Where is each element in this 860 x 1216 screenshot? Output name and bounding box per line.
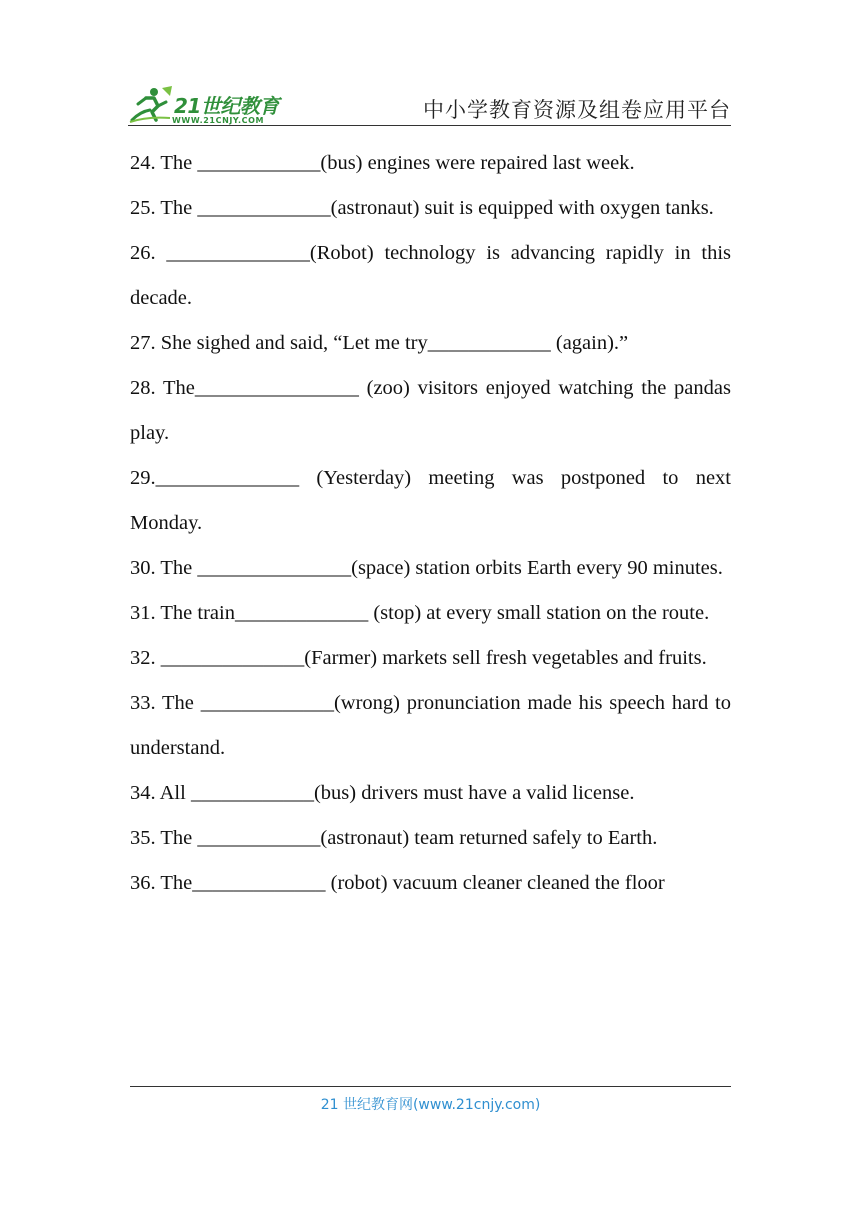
exercise-item-32: 32. ______________(Farmer) markets sell fresh vegetables and fruits. [130, 647, 707, 669]
exercise-item-27: 27. She sighed and said, “Let me try____________ (again).” [130, 332, 629, 354]
exercise-item-31: 31. The train_____________ (stop) at every small station on the route. [130, 602, 710, 624]
exercise-item-35: 35. The ____________(astronaut) team returned safely to Earth. [130, 827, 658, 849]
header-divider [128, 125, 731, 126]
footer-link[interactable]: 21 世纪教育网(www.21cnjy.com) [320, 1097, 541, 1113]
page-header [128, 80, 731, 126]
platform-title: 中小学教育资源及组卷应用平台 [423, 98, 731, 122]
exercise-item-33: 33. The _____________(wrong) pronunciation made his speech hard to understand. [130, 692, 731, 759]
logo [128, 84, 288, 126]
exercise-item-25: 25. The _____________(astronaut) suit is equipped with oxygen tanks. [130, 197, 714, 219]
exercise-item-29: 29.______________ (Yesterday) meeting was postponed to next Monday. [130, 467, 731, 534]
exercise-item-26: 26. ______________(Robot) technology is advancing rapidly in this decade. [130, 242, 731, 309]
exercise-item-30: 30. The _______________(space) station orbits Earth every 90 minutes. [130, 557, 723, 579]
running-figure-icon [128, 84, 174, 126]
exercise-item-28: 28. The________________ (zoo) visitors enjoyed watching the pandas play. [130, 377, 731, 444]
logo-url: WWW.21CNJY.COM [172, 116, 265, 125]
footer-divider [130, 1086, 731, 1087]
exercise-item-34: 34. All ____________(bus) drivers must have a valid license. [130, 782, 635, 804]
exercise-item-24: 24. The ____________(bus) engines were repaired last week. [130, 152, 635, 174]
exercise-list [130, 141, 731, 906]
exercise-item-36: 36. The_____________ (robot) vacuum cleaner cleaned the floor [130, 872, 665, 894]
logo-text: 21世纪教育 [174, 94, 279, 118]
